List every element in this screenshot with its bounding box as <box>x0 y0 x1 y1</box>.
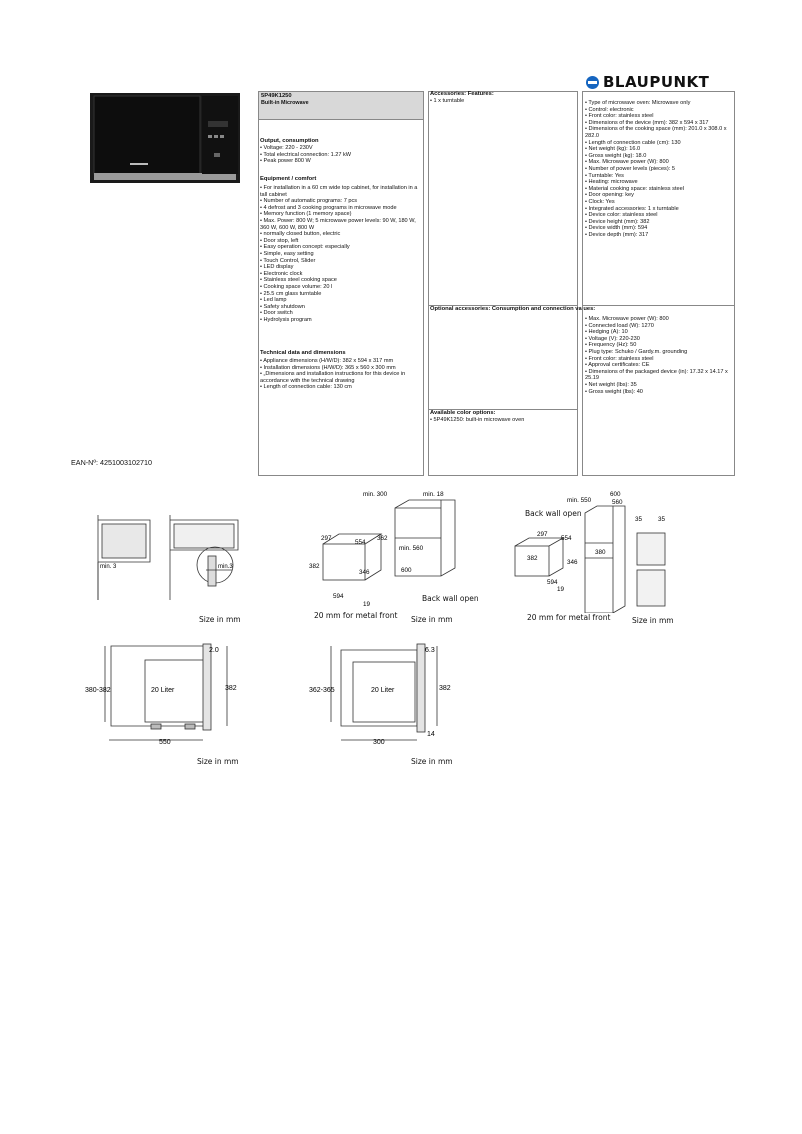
list-item: • 1 x turntable <box>430 98 465 104</box>
list-item: • Device depth (mm): 317 <box>585 231 649 238</box>
colors-title: Available color options: <box>430 410 496 416</box>
equipment-title: Equipment / comfort <box>260 176 317 182</box>
list-item: • Led lamp <box>260 297 287 304</box>
dim-554-b: 554 <box>561 535 572 542</box>
list-item: • LED display <box>260 264 294 271</box>
dim-380-382: 380-382 <box>85 687 111 694</box>
product-type: Built-in Microwave <box>261 100 309 106</box>
list-item: • Plug type: Schuko / Gardy.m. grounding <box>585 348 688 355</box>
brand-name: BLAUPUNKT <box>603 73 710 91</box>
list-item: • normally closed button, electric <box>260 231 341 238</box>
product-header <box>258 91 424 120</box>
brand-logo-icon <box>586 76 599 89</box>
list-item: • „Dimensions and installation instructions for this device in accordance with the technical drawing <box>260 371 406 384</box>
list-item: • Type of microwave oven: Microwave only <box>585 100 691 106</box>
features-list <box>585 100 733 238</box>
list-item: • Installation dimensions (H/W/D): 365 x 560 x 300 mm <box>260 364 396 371</box>
list-item: • Connected load (W): 1270 <box>585 322 654 329</box>
accessories-list <box>430 98 578 105</box>
list-item: • Frequency (Hz): 50 <box>585 342 637 349</box>
metal-front-1: 20 mm for metal front <box>314 611 398 620</box>
cavity-label-1: 20 Liter <box>151 687 175 694</box>
back-wall-open-2: Back wall open <box>525 509 582 518</box>
installation-drawing-tall-cabinet <box>505 488 685 613</box>
list-item: • Net weight (lbs): 35 <box>585 381 637 388</box>
list-item: • Heating: microwave <box>585 179 638 186</box>
list-item: • Gross weight (kg): 18.0 <box>585 152 647 159</box>
list-item: • Max. Power: 800 W; 5 microwave power levels: 90 W, 180 W, 360 W, 600 W, 800 W <box>260 217 416 231</box>
dim-600: 600 <box>401 567 412 574</box>
list-item: • Peak power 800 W <box>260 158 311 165</box>
product-model: 5P49K1250 <box>261 93 292 99</box>
dim-346: 346 <box>359 569 370 576</box>
size-label-2: Size in mm <box>411 615 453 624</box>
list-item: • Simple, easy setting <box>260 250 314 257</box>
list-item: • Easy operation concept: especially <box>260 244 350 251</box>
size-label-5: Size in mm <box>411 757 453 766</box>
dim-19: 19 <box>363 601 371 608</box>
list-item: • Cooking space volume: 20 l <box>260 283 333 290</box>
dim-19-b: 19 <box>557 586 565 593</box>
dim-560-b: 560 <box>612 499 623 506</box>
list-item: • Gross weight (lbs): 40 <box>585 388 643 395</box>
dim-380: 380 <box>595 549 606 556</box>
list-item: • Net weight (kg): 16.0 <box>585 146 641 153</box>
dim-min18: min. 18 <box>423 491 444 498</box>
cross-section-drawing-1 <box>85 640 245 750</box>
list-item: • 4 defrost and 3 cooking programs in microwave mode <box>260 204 397 211</box>
list-item: • Clock: Yes <box>585 198 615 205</box>
output-list <box>260 145 420 165</box>
dim-min550: min. 550 <box>567 497 592 504</box>
size-label-1: Size in mm <box>199 615 241 624</box>
dim-2-0: 2.0 <box>209 647 219 654</box>
list-item: • Voltage: 220 - 230V <box>260 145 313 151</box>
features-divider <box>582 305 735 306</box>
optional-title: Optional accessories: Consumption and connection values: <box>430 306 596 312</box>
list-item: • Electronic clock <box>260 270 303 277</box>
list-item: • Turntable: Yes <box>585 172 624 179</box>
list-item: • Material cooking space: stainless steel <box>585 185 684 192</box>
dim-362-365: 362-365 <box>309 687 335 694</box>
dim-600-b: 600 <box>610 491 621 498</box>
list-item: • Hydrolysis program <box>260 316 312 323</box>
dim-14: 14 <box>427 731 435 738</box>
list-item: • Total electrical connection: 1.27 kW <box>260 151 352 158</box>
size-label-3: Size in mm <box>632 616 674 625</box>
list-item: • Number of automatic programs: 7 pcs <box>260 198 358 205</box>
list-item: • Hedging (A): 10 <box>585 329 628 336</box>
dim-35b: 35 <box>658 516 666 523</box>
dim-35a: 35 <box>635 516 643 523</box>
dim-382: 382 <box>309 563 320 570</box>
list-item: • Dimensions of the cooking space (mm): 201.0 x 308.0 x 282.0 <box>585 126 727 139</box>
list-item: • Control: electronic <box>585 106 634 113</box>
equipment-section <box>260 176 420 323</box>
dim-382-c: 382 <box>225 685 237 692</box>
features-section <box>585 100 733 238</box>
dim-382-d: 382 <box>439 685 451 692</box>
list-item: • Touch Control, Slider <box>260 257 316 264</box>
dim-346-b: 346 <box>567 559 578 566</box>
list-item: • Device color: stainless steel <box>585 212 658 219</box>
ean-number: EAN-Nº: 4251003102710 <box>71 458 152 467</box>
list-item: • Dimensions of the packaged device (in): 17.32 x 14.17 x 25.19 <box>585 368 728 382</box>
list-item: • Dimensions of the device (mm): 382 x 594 x 317 <box>585 119 709 126</box>
list-item: • Safety shutdown <box>260 303 305 310</box>
dim-550: 550 <box>159 739 171 746</box>
list-item: • Front color: stainless steel <box>585 113 654 120</box>
dim-min560: min. 560 <box>399 545 424 552</box>
equipment-list <box>260 185 420 323</box>
size-label-4: Size in mm <box>197 757 239 766</box>
list-item: • Device height (mm): 382 <box>585 218 650 225</box>
list-item: • Door switch <box>260 310 293 317</box>
min3-label-a: min. 3 <box>100 564 117 570</box>
dim-297: 297 <box>321 535 332 542</box>
dim-300: 300 <box>373 739 385 746</box>
list-item: • 25.5 cm glass turntable <box>260 290 322 297</box>
metal-front-2: 20 mm for metal front <box>527 613 611 622</box>
list-item: • Max. Microwave power (W): 800 <box>585 316 669 322</box>
list-item: • Front color: stainless steel <box>585 355 654 362</box>
dim-6-3: 6.3 <box>425 647 435 654</box>
dim-594-b: 594 <box>547 579 558 586</box>
colors-section <box>430 410 576 424</box>
list-item: • 5P49K1250: built-in microwave oven <box>430 417 525 423</box>
min3-label-b: min.3 <box>218 564 233 570</box>
accessories-section <box>430 91 578 105</box>
dim-554: 554 <box>355 539 366 546</box>
output-section <box>260 138 420 165</box>
list-item: • Voltage (V): 220-230 <box>585 335 640 342</box>
connection-section <box>585 316 733 395</box>
list-item: • Door stop, left <box>260 237 299 244</box>
list-item: • Memory function (1 memory space) <box>260 211 352 218</box>
accessories-title: Accessories: Features: <box>430 91 494 97</box>
microwave-product-image <box>90 93 240 183</box>
list-item: • Integrated accessories: 1 x turntable <box>585 205 679 212</box>
dim-594: 594 <box>333 593 344 600</box>
dim-362: 362 <box>377 535 388 542</box>
list-item: • Stainless steel cooking space <box>260 277 337 284</box>
technical-title: Technical data and dimensions <box>260 350 346 356</box>
list-item: • Max. Microwave power (W): 800 <box>585 159 669 166</box>
dim-297-b: 297 <box>537 531 548 538</box>
dim-min300: min. 300 <box>363 491 388 498</box>
back-wall-open-1: Back wall open <box>422 594 479 603</box>
list-item: • For installation in a 60 cm wide top cabinet, for installation in a tall cabinet <box>260 185 418 198</box>
installation-drawing-side <box>90 510 245 610</box>
output-title: Output, consumption <box>260 138 319 144</box>
connection-list <box>585 316 733 395</box>
list-item: • Approval certificates: CE <box>585 362 650 369</box>
list-item: • Length of connection cable: 130 cm <box>260 384 352 391</box>
technical-list <box>260 358 420 391</box>
cross-section-drawing-2 <box>305 640 465 750</box>
installation-drawing-cabinet <box>305 488 475 608</box>
list-item: • Length of connection cable (cm): 130 <box>585 139 681 146</box>
list-item: • Appliance dimensions (H/W/D): 382 x 594 x 317 mm <box>260 358 394 364</box>
technical-section <box>260 350 420 391</box>
dim-382-b: 382 <box>527 555 538 562</box>
cavity-label-2: 20 Liter <box>371 687 395 694</box>
list-item: • Device width (mm): 594 <box>585 225 648 232</box>
colors-list <box>430 417 576 424</box>
list-item: • Number of power levels (pieces): 5 <box>585 165 675 172</box>
list-item: • Door opening: key <box>585 192 634 199</box>
